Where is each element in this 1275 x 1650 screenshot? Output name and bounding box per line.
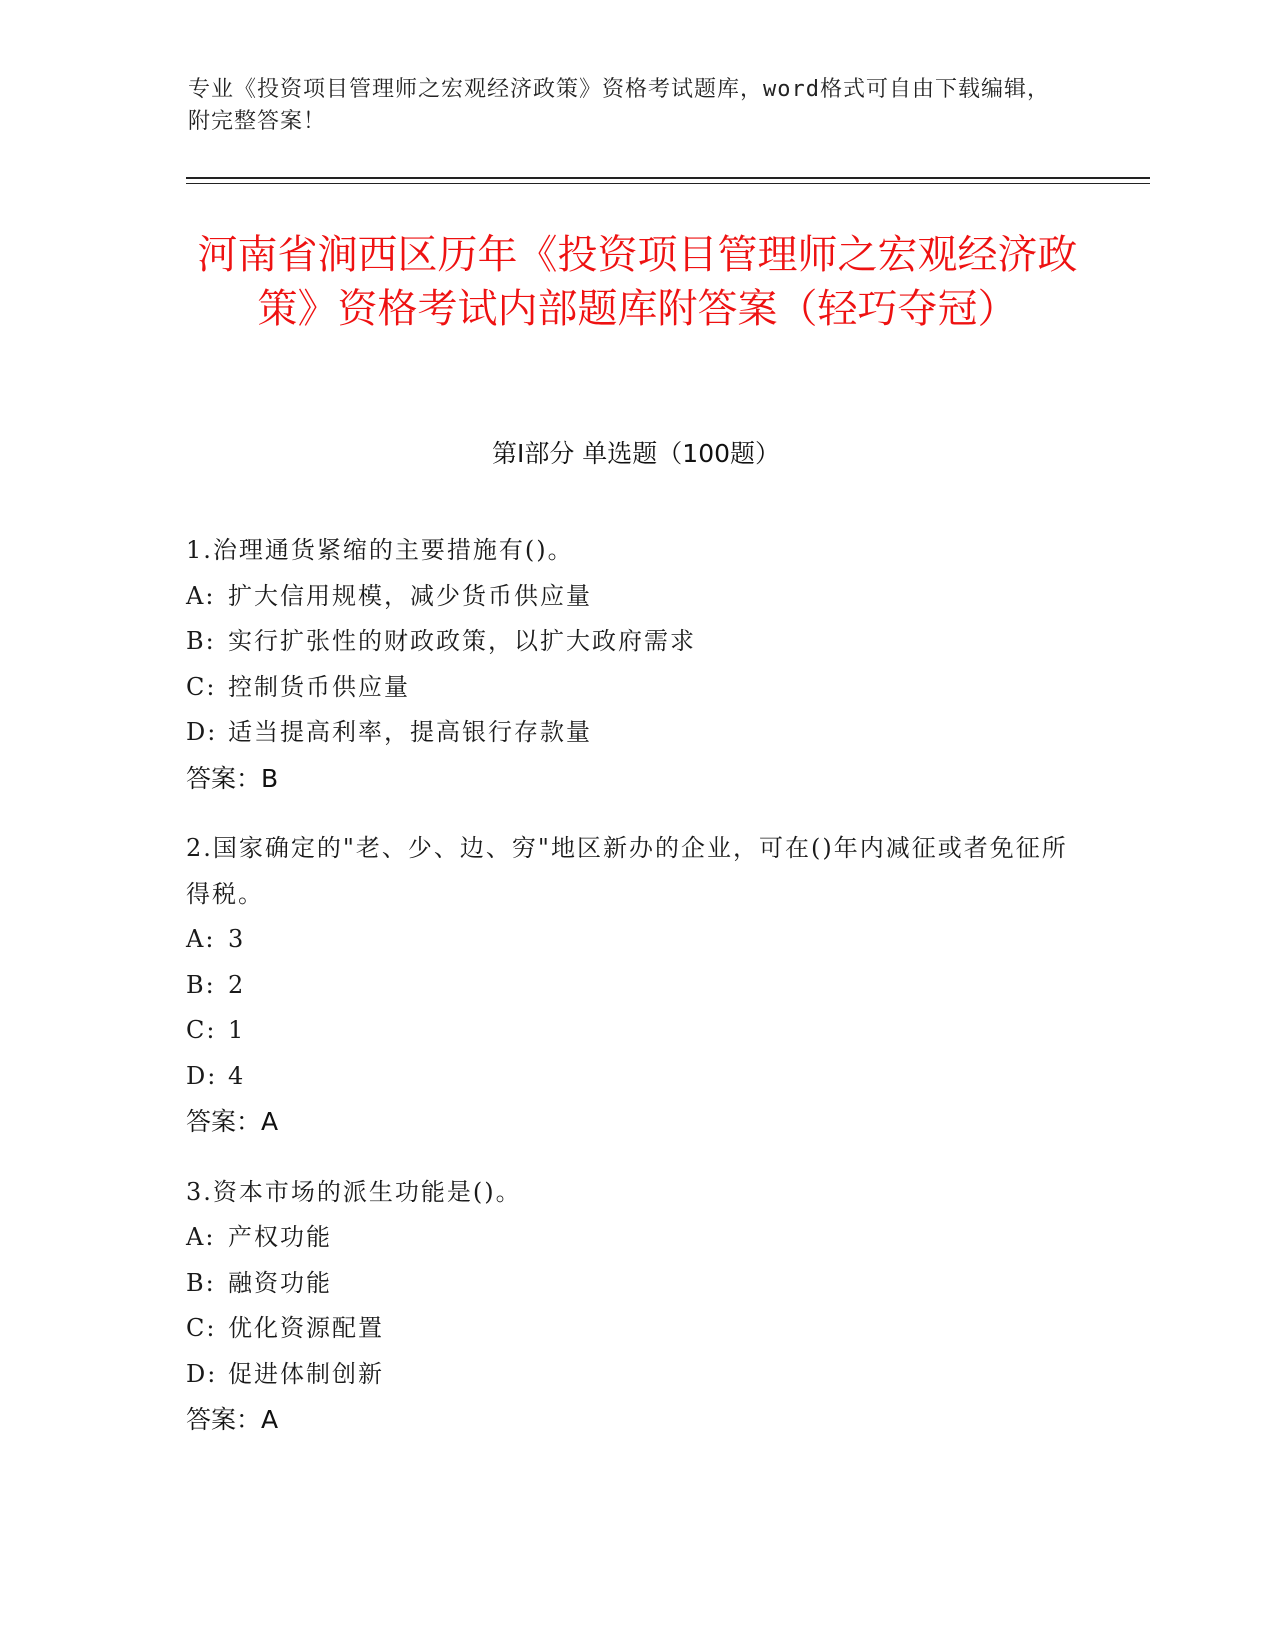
option-letter: C: [186, 1314, 217, 1342]
option-text: 控制货币供应量 [228, 672, 410, 701]
option-letter: A: [186, 581, 216, 610]
option-text: 适当提高利率，提高银行存款量 [228, 718, 592, 746]
option-letter: D: [186, 1359, 218, 1388]
option-letter: B: [186, 970, 216, 999]
option-text: 融资功能 [228, 1268, 332, 1297]
option-text: 扩大信用规模，减少货币供应量 [228, 581, 592, 610]
option-text: 4 [228, 1061, 246, 1090]
option-letter: D: [186, 1061, 218, 1090]
question-1 [186, 528, 1086, 801]
answer-label: 答案：A [186, 1107, 279, 1136]
option-text: 3 [228, 925, 246, 953]
option-b [186, 619, 1086, 665]
section-heading: 第Ⅰ部分 单选题（100题） [491, 439, 781, 468]
option-text: 2 [228, 970, 246, 999]
option-b [186, 963, 1086, 1009]
question-list [186, 528, 1086, 1468]
option-c [186, 1008, 1086, 1054]
option-text: 实行扩张性的财政政策，以扩大政府需求 [228, 627, 696, 655]
option-c [186, 1306, 1086, 1352]
question-3 [186, 1170, 1086, 1443]
question-stem: 1.治理通货紧缩的主要措施有()。 [186, 536, 574, 564]
question-2 [186, 826, 1086, 1145]
option-letter: B: [186, 627, 216, 655]
option-letter: D: [186, 718, 218, 746]
option-a [186, 917, 1086, 963]
option-letter: C: [186, 672, 217, 701]
option-letter: C: [186, 1016, 217, 1044]
option-text: 1 [228, 1016, 246, 1044]
answer-label: 答案：B [186, 763, 279, 793]
header-divider-thick [186, 177, 1150, 179]
answer-label: 答案：A [186, 1405, 279, 1434]
option-b [186, 1261, 1086, 1307]
header-note: 专业《投资项目管理师之宏观经济政策》资格考试题库，word格式可自由下载编辑，附完整答案！ [188, 77, 1050, 134]
option-d [186, 1352, 1086, 1398]
option-c [186, 665, 1086, 711]
option-a [186, 1215, 1086, 1261]
option-a [186, 574, 1086, 620]
option-letter: B: [186, 1268, 216, 1297]
option-letter: A: [186, 1223, 216, 1251]
option-letter: A: [186, 925, 216, 953]
option-text: 优化资源配置 [228, 1314, 384, 1342]
header-divider-thin [186, 183, 1150, 184]
option-text: 促进体制创新 [228, 1359, 384, 1388]
option-d [186, 710, 1086, 756]
option-text: 产权功能 [228, 1223, 332, 1251]
option-d [186, 1054, 1086, 1100]
document-title: 河南省涧西区历年《投资项目管理师之宏观经济政策》资格考试内部题库附答案（轻巧夺冠） [197, 232, 1078, 332]
question-stem: 3.资本市场的派生功能是()。 [186, 1177, 522, 1206]
question-stem: 2.国家确定的"老、少、边、穷"地区新办的企业，可在()年内减征或者免征所得税。 [186, 834, 1068, 908]
